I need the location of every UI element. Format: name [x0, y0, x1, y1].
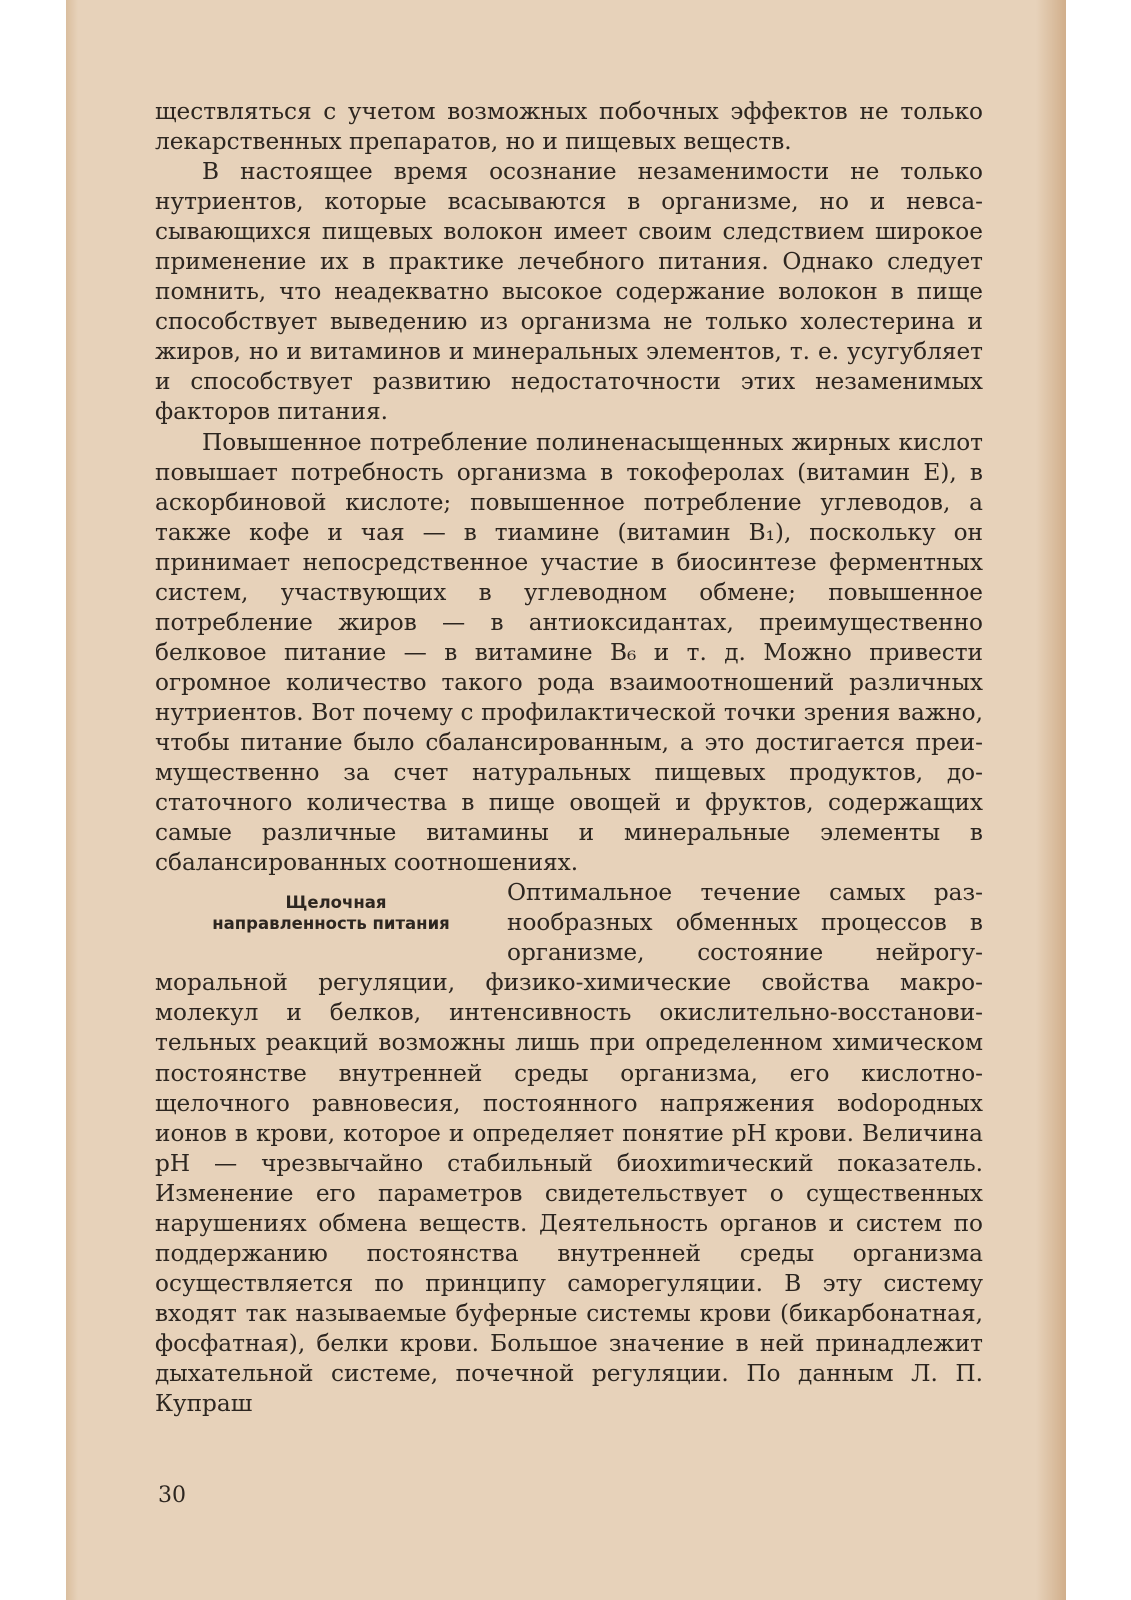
- paragraph-nutrient-interactions: Повышенное потребление полиненасыщенных жирных кислот повышает потребность организма в токоферолах (витамин E), в аскорбиновой кислоте; повышенное потребление углеводов, а также кофе и чая — в тиамине (витамин B₁), поскольку он принимает непосредственное участие в биосинтезе ферментных систем, участвующих в углеводном обмене; повышенное потребление жиров — в антиоксидантах, преимущественно белковое питание — в витамине B₆ и т. д. Можно привести огромное количество такого рода взаимоотношений различных нутриентов. Вот почему с профилактической точки зрения важно, чтобы питание было сбалансированным, а это достигается преимущественно за счет натуральных пищевых продуктов, достаточного количества в пище овощей и фруктов, содержащих самые различные витамины и минеральные элементы в сбалансированных соотношениях.: [155, 428, 983, 877]
- section-heading: [155, 878, 507, 968]
- page-body-text: [155, 97, 983, 1419]
- section-heading-line-1: Щелочная: [285, 893, 387, 913]
- section-heading-line-2: направленность питания: [212, 914, 450, 934]
- paragraph-continuation: ществляться с учетом возможных побочных эффектов не только лекарственных препаратов, но и пищевых веществ.: [155, 98, 983, 156]
- paragraph-alkaline-nutrition: Оптимальное течение самых разнообразных обменных процессов в организме, состояние нейрогуморальной регуляции, физико-химические свойства макромолекул и белков, интенсивность окислительно-восстановительных реакций возможны лишь при определенном химическом постоянстве внутренней среды организма, его кислотно-щелочного равновесия, постоянного напряжения воdородных ионов в крови, которое и определяет понятие pH крови. Величина pH — чрезвычайно стабильный биохиmический показатель. Изменение его параметров свидетельствует о существенных нарушениях обмена веществ. Деятельность органов и систем по поддержанию постоянства внутренней среды организма осуществляется по принципу саморегуляции. В эту систему входят так называемые буферные системы крови (бикарбонатная, фосфатная), белки крови. Большое значение в ней принадлежит дыхательной системе, почечной регуляции. По данным Л. П. Купраш: [155, 879, 983, 1418]
- paragraph-nutrients-fiber: В настоящее время осознание незаменимости не только нутриентов, которые всасываются в организме, но и невсасывающихся пищевых волокон имеет своим следствием широкое применение их в практике лечебного питания. Однако следует помнить, что неадекватно высокое содержание волокон в пище способствует выведению из организма не только холестерина и жиров, но и витаминов и минеральных элементов, т. е. усугубляет и способствует развитию недостаточности этих незаменимых факторов питания.: [155, 158, 983, 426]
- page-number: 30: [158, 1483, 186, 1508]
- book-page: [66, 0, 1066, 1600]
